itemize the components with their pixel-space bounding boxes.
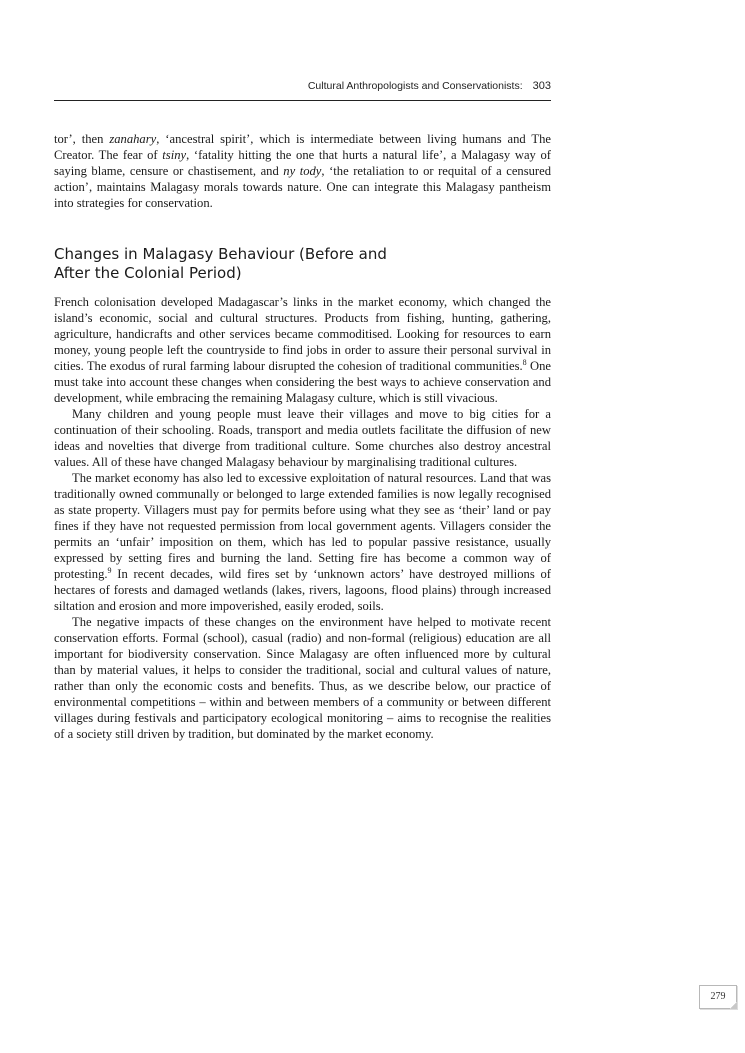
intro-text-block [54,131,551,211]
text-run: French colonisation developed Madagascar’s links in the market economy, which changed the island’s economic, social and cultural structures. Products from fishing, hunting, gathering, agriculture, handicrafts and other services became commoditised. Looking for resources to earn money, young people left the countryside to find jobs in order to assure their personal survival in cities. The exodus of rural farming labour disrupted the cohesion of traditional communities. [54,295,551,373]
heading-line-2: After the Colonial Period) [54,264,242,282]
section-text-block [54,294,551,742]
text-run: In recent decades, wild fires set by ‘unknown actors’ have destroyed millions of hectares of forests and damaged wetlands (lakes, rivers, lagoons, flood plains) through increased siltation and erosion and more impoverished, easily eroded, soils. [54,567,551,613]
section-heading [54,245,474,283]
malagasy-term: zanahary [109,132,157,146]
paragraph-2: Many children and young people must leave their villages and move to big cities for a continuation of their schooling. Roads, transport and media outlets facilitate the diffusion of new ideas and novelties that diverge from traditional culture. Some churches also destroy ancestral values. All of these have changed Malagasy behaviour by marginalising traditional cultures. [54,407,551,469]
heading-line-1: Changes in Malagasy Behaviour (Before and [54,245,387,263]
running-title: Cultural Anthropologists and Conservationists: [307,80,523,92]
text-run: One must take into account these changes when considering the best ways to achieve conservation and development, while embracing the remaining Malagasy culture, which is still vivacious. [54,359,551,405]
text-run: tor’, then [54,132,110,146]
paragraph-1 [54,294,551,406]
text-run: , ‘fatality hitting the one that hurts a natural life’, a Malagasy way of saying blame, censure or chastisement, and [54,148,551,178]
text-run: , ‘ancestral spirit’, which is intermediate between living humans and The Creator. The fear of [54,132,551,162]
text-run: The market economy has also led to excessive exploitation of natural resources. Land that was traditionally owned communally or belonged to large extended families is now legally recognised as state property. Villagers must pay for permits before using what they see as ‘their’ land or pay fines if they have not requested permission from local government agents. Villagers consider the permits an ‘unfair’ imposition on them, which has led to popular passive resistance, usually expressed by setting fires and burning the land. Setting fire has become a common way of protesting. [54,471,551,581]
text-run: , ‘the retaliation to or requital of a censured action’, maintains Malagasy morals towards nature. One can integrate this Malagasy pantheism into strategies for conservation. [54,164,551,210]
page-number-badge: 279 [699,985,737,1009]
footnote-ref-9[interactable]: 9 [107,565,112,575]
paragraph-3 [54,470,551,614]
footnote-ref-8[interactable]: 8 [522,357,527,367]
malagasy-term: tsiny [162,148,187,162]
intro-paragraph [54,131,551,211]
malagasy-term: ny tody [283,164,322,178]
header-page-number: 303 [532,80,551,92]
paragraph-4: The negative impacts of these changes on the environment have helped to motivate recent conservation efforts. Formal (school), casual (radio) and non-formal (religious) education are all important for biodiversity conservation. Since Malagasy are often influenced more by cultural than by material values, it helps to consider the traditional, social and cultural values of nature, rather than only the economic costs and benefits. Thus, as we describe below, our practice of environmental competitions – within and between members of a community or between different villages during festivals and participatory ecological monitoring – aims to recognise the realities of a society still driven by tradition, but dominated by the market economy. [54,615,551,741]
running-header [54,80,551,101]
